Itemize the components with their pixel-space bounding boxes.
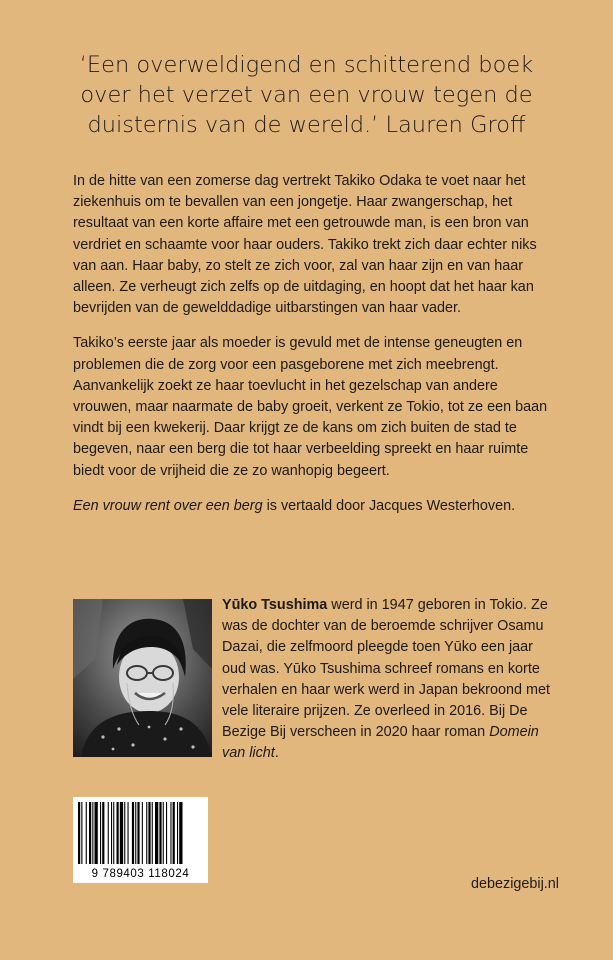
barcode-bar: [102, 802, 104, 864]
author-name: Yūko Tsushima: [222, 597, 328, 613]
barcode-bar: [159, 802, 161, 864]
blurb-paragraph-2: Takiko’s eerste jaar als moeder is gevuld met de intense geneugten en problemen die de zorg voor een pasgeborene met zich meebrengt. Aanvankelijk zoekt ze haar toevlucht in het gezelschap van andere vrouwen, maar naarmate de baby groeit, verkent ze Tokio, tot ze een baan vindt bij een kwekerij. Daar krijgt ze de kans om zich buiten de stad te begeven, naar een berg die tot haar verbeelding spreekt en haar ruimte biedt voor de vrijheid die ze zo wanhopig begeert.: [73, 335, 548, 479]
author-photo-image: [73, 599, 212, 757]
barcode-bar: [177, 802, 178, 864]
previous-book-title: Domein van licht: [222, 724, 539, 762]
review-quote: [40, 50, 573, 140]
barcode-bar: [100, 802, 101, 864]
barcode-bar: [89, 802, 91, 864]
barcode-bar: [78, 802, 80, 864]
barcode-bar: [146, 802, 147, 864]
blurb-paragraph-1: In de hitte van een zomerse dag vertrekt Takiko Odaka te voet naar het ziekenhuis om te bevallen van een jongetje. Haar zwangerschap, het resultaat van een korte affaire met een getrouwde man, is een bron van verdriet en schaamte voor haar ouders. Takiko trekt zich daar echter niks van aan. Haar baby, zo stelt ze zich voor, zal van haar zijn en van haar alleen. Ze verheugt zich zelfs op de uitdaging, en hoopt dat het haar kan bevrijden van de gewelddadige uitbarstingen van haar vader.: [73, 173, 537, 317]
quote-line-3: duisternis van de wereld.’ Lauren Groff: [87, 112, 526, 138]
barcode-bar: [108, 802, 109, 864]
isbn-barcode: [73, 797, 208, 883]
book-title: Een vrouw rent over een berg: [73, 497, 263, 514]
barcode-bar: [148, 802, 150, 864]
barcode-bar: [170, 802, 171, 864]
barcode-bar: [173, 802, 175, 864]
barcode-bar: [155, 802, 158, 864]
quote-line-1: ‘Een overweldigend en schitterend boek: [79, 52, 534, 78]
author-bio-text: werd in 1947 geboren in Tokio. Ze was de dochter van de beroemde schrijver Osamu Dazai, die zelfmoord pleegde toen Yūko een jaar oud was. Yūko Tsushima schreef romans en korte verhalen en haar werk werd in Japan bekroond met vele literaire prijzen. Ze overleed in 2016. Bij De Bezige Bij verscheen in 2020 haar roman: [222, 597, 550, 741]
translation-credit-text: is vertaald door Jacques Westerhoven.: [262, 497, 516, 514]
author-bio-end: .: [274, 745, 279, 762]
barcode-bar: [81, 802, 82, 864]
isbn-number: 9 789403 118024: [91, 868, 190, 880]
barcode-bar: [124, 802, 125, 864]
barcode-bar: [92, 802, 93, 864]
barcode-bars: [78, 802, 203, 864]
barcode-bar: [95, 802, 98, 864]
blurb: [73, 171, 551, 531]
barcode-bar: [166, 802, 167, 864]
barcode-bar: [128, 802, 129, 864]
barcode-bar: [117, 802, 119, 864]
barcode-bar: [137, 802, 139, 864]
author-bio: [222, 595, 552, 765]
author-photo: [73, 599, 212, 757]
barcode-bar: [113, 802, 114, 864]
barcode-bar: [132, 802, 134, 864]
translation-credit: [73, 496, 551, 517]
barcode-bar: [135, 802, 136, 864]
barcode-bar: [120, 802, 123, 864]
barcode-bar: [111, 802, 112, 864]
barcode-bar: [86, 802, 87, 864]
barcode-bar: [179, 802, 182, 864]
publisher-website[interactable]: debezigebij.nl: [470, 876, 559, 892]
barcode-bar: [163, 802, 164, 864]
quote-line-2: over het verzet van een vrouw tegen de: [80, 82, 533, 108]
barcode-bar: [142, 802, 143, 864]
barcode-bar: [152, 802, 153, 864]
